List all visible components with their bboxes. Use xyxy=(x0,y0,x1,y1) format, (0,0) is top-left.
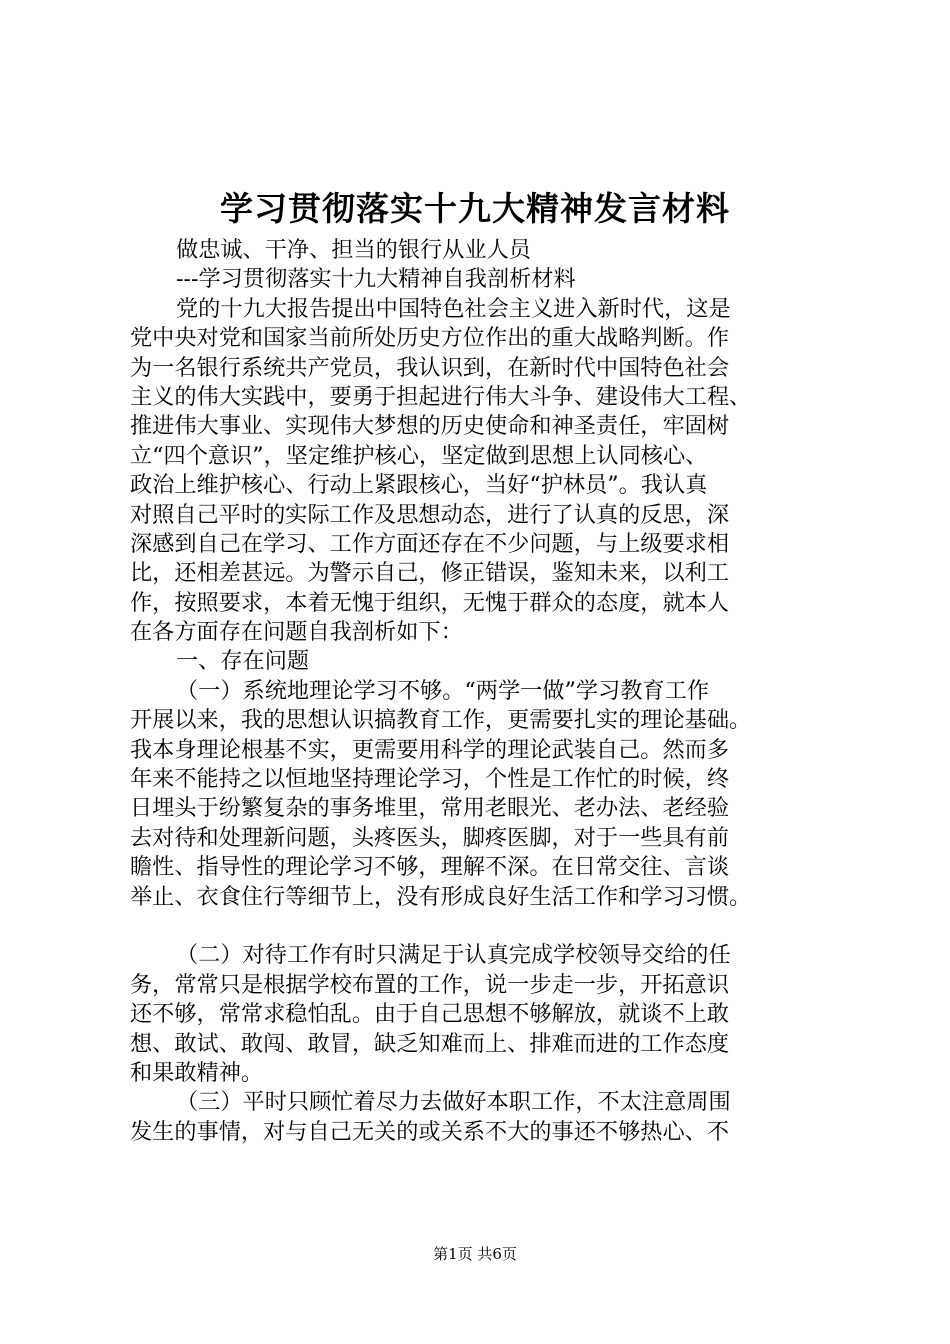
document-title: 学习贯彻落实十九大精神发言材料 xyxy=(220,189,730,228)
paragraph-line: 党中央对党和国家当前所处历史方位作出的重大战略判断。作 xyxy=(130,325,730,352)
paragraph-line: 务，常常只是根据学校布置的工作，说一步走一步，开拓意识 xyxy=(130,971,730,998)
paragraph-line: 和果敢精神。 xyxy=(130,1059,264,1086)
section-heading: 一、存在问题 xyxy=(176,648,310,675)
paragraph-line: 瞻性、指导性的理论学习不够，理解不深。在日常交往、言谈 xyxy=(130,854,730,881)
paragraph-line: 日埋头于纷繁复杂的事务堆里，常用老眼光、老办法、老经验 xyxy=(130,795,730,822)
paragraph-line: 举止、衣食住行等细节上，没有形成良好生活工作和学习习惯。 xyxy=(130,883,752,910)
subtitle-line: ---学习贯彻落实十九大精神自我剖析材料 xyxy=(176,266,576,293)
paragraph-line: 作，按照要求，本着无愧于组织，无愧于群众的态度，就本人 xyxy=(130,589,730,616)
paragraph-line: 深感到自己在学习、工作方面还存在不少问题，与上级要求相 xyxy=(130,530,730,557)
paragraph-line: 推进伟大事业、实现伟大梦想的历史使命和神圣责任，牢固树 xyxy=(130,413,730,440)
paragraph-line: 开展以来，我的思想认识搞教育工作，更需要扎实的理论基础。 xyxy=(130,707,752,734)
paragraph-line: 去对待和处理新问题，头疼医头，脚疼医脚，对于一些具有前 xyxy=(130,824,730,851)
document-body xyxy=(130,236,830,1147)
paragraph-line: 想、敢试、敢闯、敢冒，缺乏知难而上、排难而进的工作态度 xyxy=(130,1030,730,1057)
paragraph-line: 在各方面存在问题自我剖析如下： xyxy=(130,619,463,646)
paragraph-line: （三）平时只顾忙着尽力去做好本职工作，不太注意周围 xyxy=(176,1089,731,1116)
paragraph-line: 立“四个意识”，坚定维护核心，坚定做到思想上认同核心、 xyxy=(130,442,708,469)
paragraph-line: 年来不能持之以恒地坚持理论学习，个性是工作忙的时候，终 xyxy=(130,766,730,793)
paragraph-line: 还不够，常常求稳怕乱。由于自己思想不够解放，就谈不上敢 xyxy=(130,1001,730,1028)
paragraph-line: 主义的伟大实践中，要勇于担起进行伟大斗争、建设伟大工程、 xyxy=(130,383,752,410)
paragraph-line: 为一名银行系统共产党员，我认识到，在新时代中国特色社会 xyxy=(130,354,730,381)
subtitle-line: 做忠诚、干净、担当的银行从业人员 xyxy=(176,237,531,263)
paragraph-line: 我本身理论根基不实，更需要用科学的理论武装自己。然而多 xyxy=(130,736,730,763)
paragraph-line: 党的十九大报告提出中国特色社会主义进入新时代，这是 xyxy=(176,295,731,322)
page-number-footer: 第1页 共6页 xyxy=(433,1245,517,1263)
paragraph-line: 政治上维护核心、行动上紧跟核心，当好“护林员”。我认真 xyxy=(130,472,708,499)
paragraph-line: （一）系统地理论学习不够。“两学一做”学习教育工作 xyxy=(176,677,709,704)
paragraph-spacer xyxy=(130,912,830,941)
paragraph-line: （二）对待工作有时只满足于认真完成学校领导交给的任 xyxy=(176,942,731,969)
paragraph-line: 发生的事情，对与自己无关的或关系不大的事还不够热心、不 xyxy=(130,1118,730,1145)
paragraph-line: 对照自己平时的实际工作及思想动态，进行了认真的反思，深 xyxy=(130,501,730,528)
paragraph-line: 比，还相差甚远。为警示自己，修正错误，鉴知未来，以利工 xyxy=(130,560,730,587)
